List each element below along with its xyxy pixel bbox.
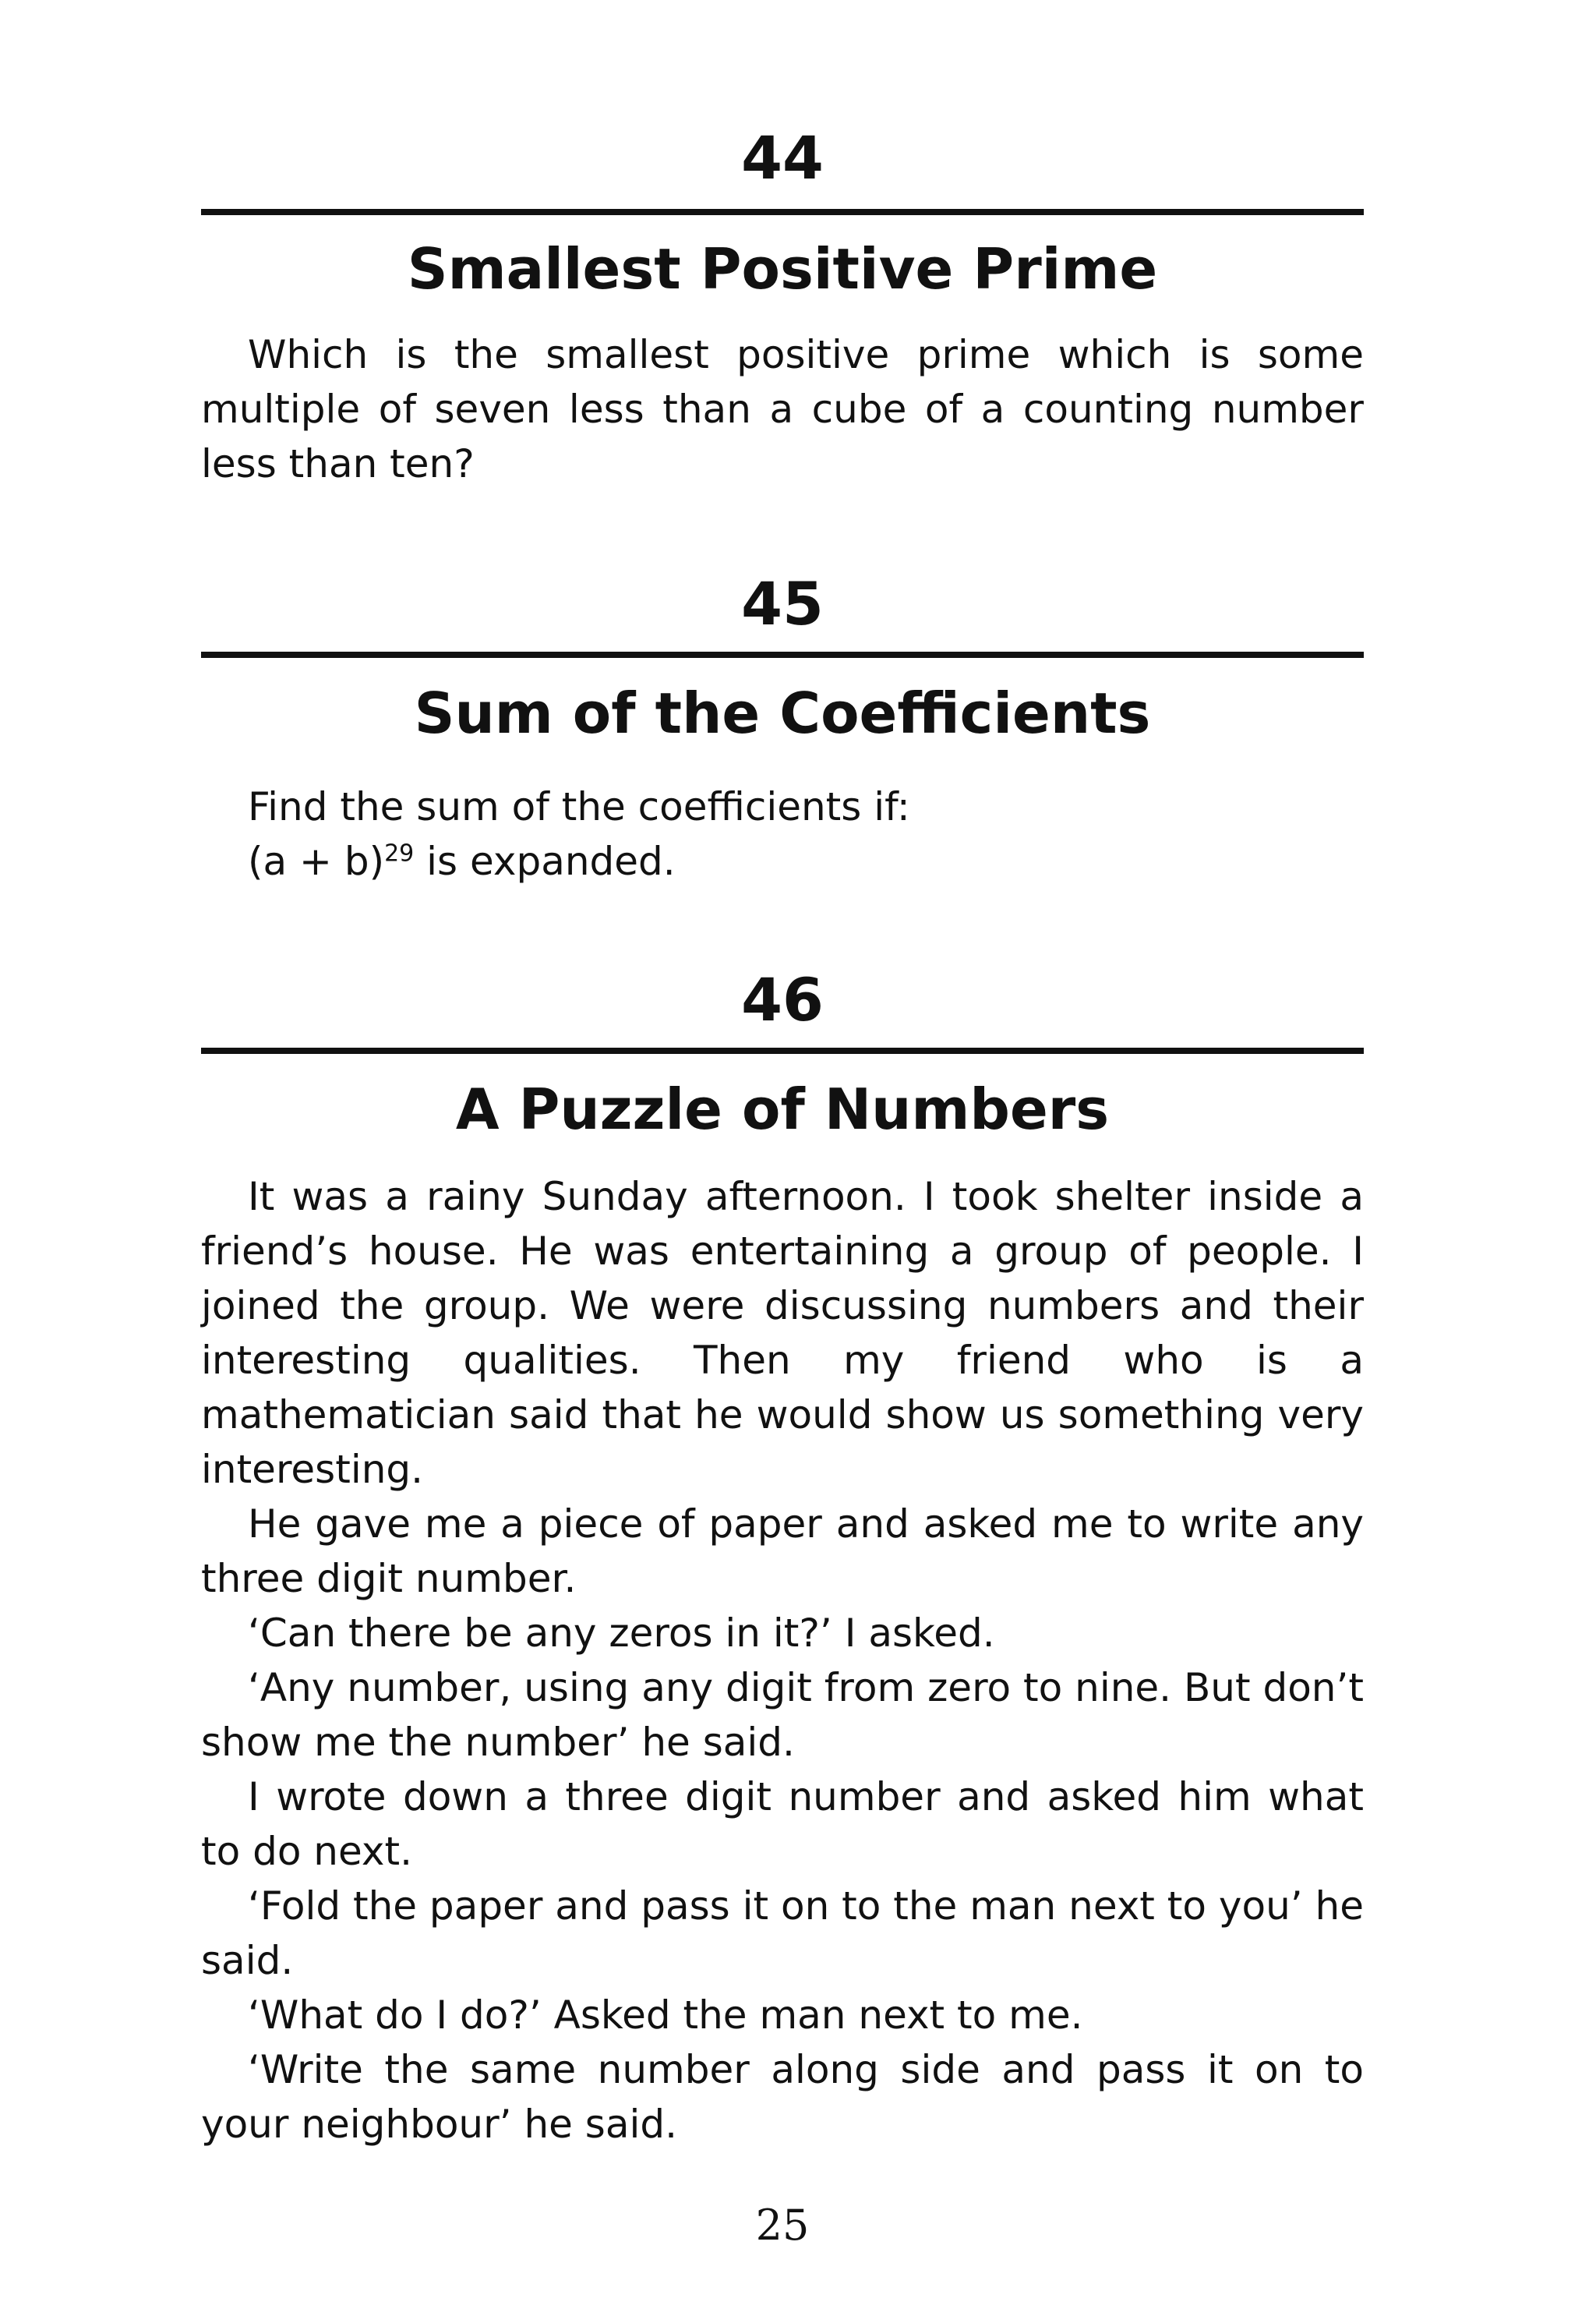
puzzle-44-title: Smallest Positive Prime (407, 236, 1158, 302)
puzzle-45-expression (201, 834, 1364, 889)
puzzle-46-paragraph: ‘Can there be any zeros in it?’ I asked. (248, 1611, 995, 1656)
puzzle-45-number: 45 (741, 569, 824, 638)
expression-base: (a + b) (248, 839, 385, 884)
puzzle-46-paragraph: ‘What do I do?’ Asked the man next to me. (248, 1992, 1083, 2038)
puzzle-44-paragraph: Which is the smallest positive prime which is some multiple of seven less than a cube of a counting number less than ten? (201, 332, 1364, 486)
expression-suffix: is expanded. (414, 839, 676, 884)
expression-exponent: 29 (384, 840, 415, 868)
puzzle-46-paragraph: I wrote down a three digit number and asked him what to do next. (201, 1774, 1364, 1874)
puzzle-46-rule (201, 1048, 1364, 1054)
puzzle-44-rule (201, 209, 1364, 215)
puzzle-46-number: 46 (741, 965, 824, 1034)
puzzle-46-title: A Puzzle of Numbers (455, 1077, 1110, 1142)
puzzle-46-paragraph: ‘Fold the paper and pass it on to the man next to you’ he said. (201, 1883, 1364, 1983)
puzzle-46-paragraph: It was a rainy Sunday afternoon. I took shelter inside a friend’s house. He was entertaining a group of people. I joined the group. We were discussing numbers and their interesting qualities. Then my friend who is a mathematician said that he would show us something very interesting. (201, 1174, 1364, 1492)
puzzle-46-paragraph: ‘Write the same number along side and pass it on to your neighbour’ he said. (201, 2047, 1364, 2147)
page-number: 25 (755, 2201, 810, 2250)
puzzle-46-paragraph: ‘Any number, using any digit from zero to nine. But don’t show me the number’ he said. (201, 1665, 1364, 1765)
puzzle-44-number: 44 (741, 123, 824, 193)
puzzle-44-text (201, 327, 1364, 491)
book-page (201, 0, 1364, 2323)
puzzle-46-paragraph: He gave me a piece of paper and asked me to write any three digit number. (201, 1501, 1364, 1601)
puzzle-45-rule (201, 652, 1364, 658)
puzzle-46-text (201, 1169, 1364, 2152)
puzzle-45-title: Sum of the Coefficients (414, 681, 1151, 746)
puzzle-45-text (201, 780, 1364, 889)
puzzle-45-line-1: Find the sum of the coefficients if: (248, 784, 910, 829)
